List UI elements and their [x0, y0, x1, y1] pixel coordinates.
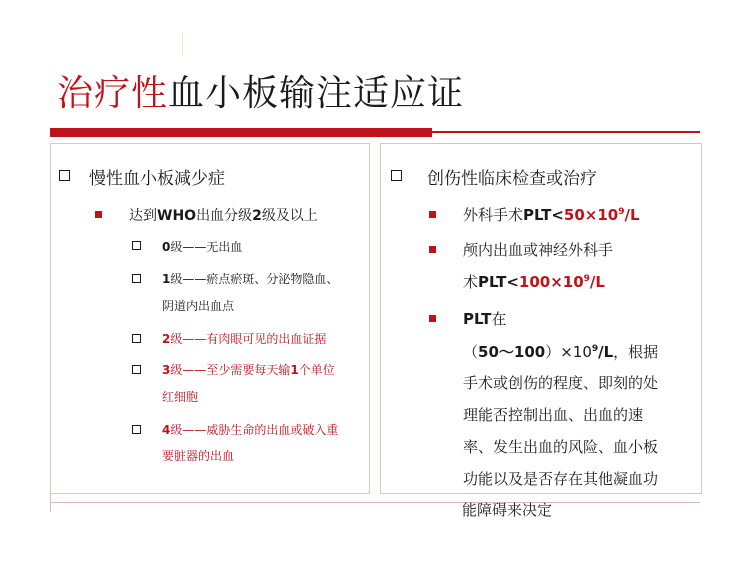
title-underline-thin: [432, 131, 700, 133]
right-item-1: 外科手术$PLT<50\times 10^9/L$: [463, 206, 640, 224]
grade-4-line-2: 要脏器的出血: [162, 449, 235, 463]
title-rest: 血小板输注适应证: [168, 73, 465, 114]
grade-3-line-2: 红细胞: [162, 390, 199, 404]
right-item-3-line-4: 理能否控制出血、出血的速: [463, 406, 644, 424]
footer-line: [50, 502, 700, 503]
grade-2: 2级——有肉眼可见的出血证据: [162, 332, 327, 346]
grade-3-line-1: 3级——至少需要每天输1个单位: [162, 363, 335, 377]
right-item-3-line-6: 功能以及是否存在其他凝血功: [463, 470, 659, 488]
left-subheading: 达到WHO出血分级2级及以上: [129, 208, 318, 224]
title-highlight: 治疗性: [57, 73, 169, 114]
left-heading: 慢性血小板减少症: [89, 169, 225, 189]
right-item-3-line-1: PLT在: [463, 310, 507, 328]
right-item-3-line-7: 能障碍来决定: [462, 501, 553, 519]
right-item-3-line-2: $(50\sim 100)\times 10^9/L$，根据: [463, 343, 659, 361]
grade-4-line-1: 4级——威胁生命的出血或破入重: [162, 423, 339, 437]
hollow-bullet-icon: [132, 241, 141, 250]
hollow-bullet-icon: [132, 334, 141, 343]
hollow-bullet-icon: [132, 365, 141, 374]
hollow-bullet-icon: [391, 170, 402, 181]
square-bullet-icon: [95, 211, 102, 218]
hollow-bullet-icon: [132, 425, 141, 434]
square-bullet-icon: [429, 211, 436, 218]
hollow-bullet-icon: [132, 274, 141, 283]
page-title: [57, 72, 464, 116]
decorative-mark: [182, 33, 183, 55]
hollow-bullet-icon: [59, 170, 70, 181]
title-underline-thick: [50, 128, 432, 137]
grade-0: 0级——无出血: [162, 240, 243, 254]
right-item-2-line-1: 颅内出血或神经外科手: [463, 241, 614, 259]
square-bullet-icon: [429, 315, 436, 322]
right-item-2-line-2: 术$PLT<100\times 10^9/L$: [463, 273, 605, 291]
right-heading: 创伤性临床检查或治疗: [427, 169, 597, 189]
left-panel: [50, 143, 370, 494]
right-item-3-line-5: 率、发生出血的风险、血小板: [463, 438, 659, 456]
square-bullet-icon: [429, 246, 436, 253]
grade-1-line-2: 阴道内出血点: [162, 299, 235, 313]
right-panel: [380, 143, 702, 494]
right-item-3-line-3: 手术或创伤的程度、即刻的处: [463, 374, 659, 392]
grade-1-line-1: 1级——瘀点瘀斑、分泌物隐血、: [162, 272, 339, 286]
